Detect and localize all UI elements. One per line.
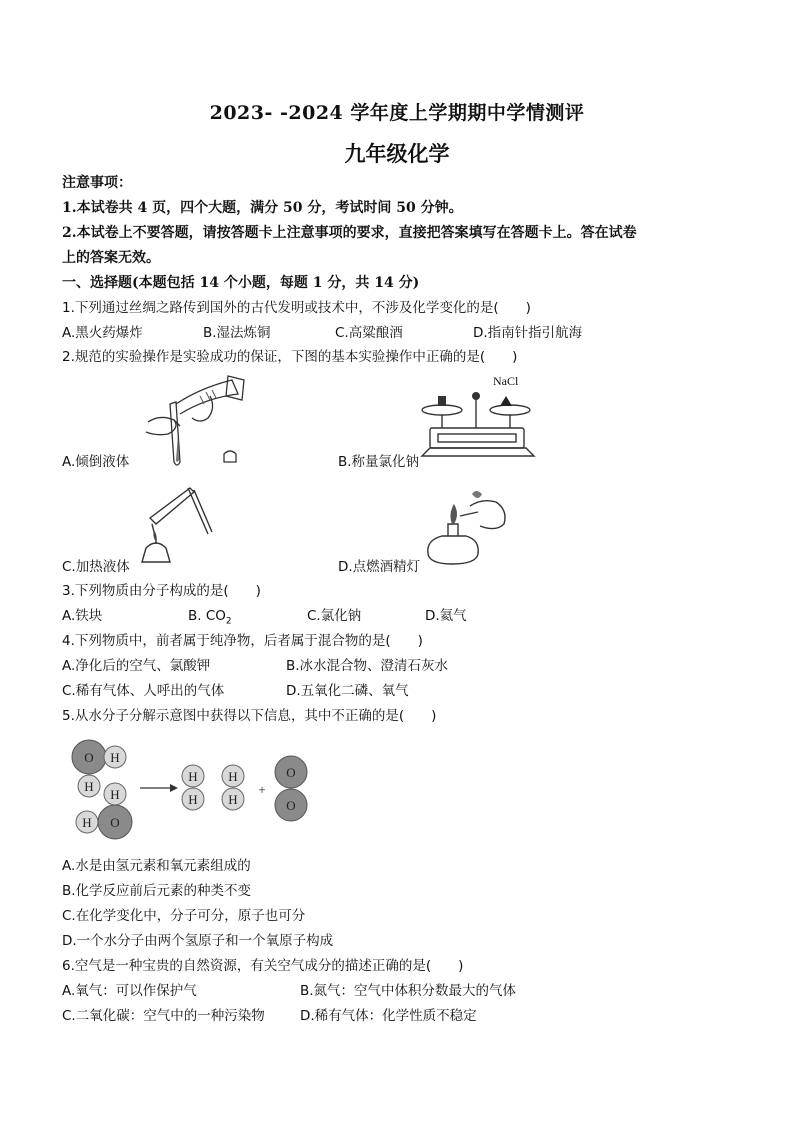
notice-heading: 注意事项：: [62, 175, 132, 191]
exam-title: 2023- -2024 学年度上学期期中学情测评: [209, 102, 585, 124]
svg-text:O: O: [110, 815, 120, 830]
question-3-option-b: [188, 607, 232, 631]
notice-item-1: 1.本试卷共 4 页，四个大题，满分 50 分，考试时间 50 分钟。: [62, 200, 463, 216]
section-1-heading: 一、选择题(本题包括 14 个小题，每题 1 分，共 14 分): [62, 275, 420, 291]
heating-liquid-illustration: [130, 478, 230, 574]
question-4-option-a: A.净化后的空气、氯酸钾: [62, 658, 211, 674]
question-4-option-d: D.五氧化二磷、氧气: [286, 683, 409, 699]
svg-text:H: H: [82, 815, 92, 830]
question-5-option-d: D.一个水分子由两个氢原子和一个氧原子构成: [62, 933, 334, 949]
nacl-label: NaCl: [493, 374, 519, 388]
svg-text:H: H: [228, 769, 238, 784]
svg-text:H: H: [188, 769, 198, 784]
water-decomposition-diagram: [62, 732, 322, 844]
question-3-option-d: D.氦气: [425, 608, 467, 624]
svg-text:H: H: [110, 750, 120, 765]
pouring-liquid-illustration: [140, 374, 250, 470]
question-5-option-a: A.水是由氢元素和氧元素组成的: [62, 858, 251, 874]
question-1-option-a: A.黑火药爆炸: [62, 325, 143, 341]
question-2-option-a: A.倾倒液体: [62, 454, 130, 470]
svg-text:H: H: [110, 787, 120, 802]
question-1-stem: 1.下列通过丝绸之路传到国外的古代发明或技术中，不涉及化学变化的是( ): [62, 300, 531, 316]
question-2-option-d: D.点燃酒精灯: [338, 559, 421, 575]
arrow-head-icon: [170, 784, 178, 792]
question-1-option-d: D.指南针指引航海: [473, 325, 583, 341]
plus-sign: +: [258, 782, 266, 797]
svg-text:O: O: [286, 798, 296, 813]
question-6-stem: 6.空气是一种宝贵的自然资源，有关空气成分的描述正确的是( ): [62, 958, 464, 974]
question-6-option-c: C.二氧化碳：空气中的一种污染物: [62, 1008, 265, 1024]
question-5-option-c: C.在化学变化中，分子可分，原子也可分: [62, 908, 306, 924]
notice-item-2-line-2: 上的答案无效。: [62, 250, 160, 266]
question-5-stem: 5.从水分子分解示意图中获得以下信息，其中不正确的是( ): [62, 708, 437, 724]
svg-text:H: H: [228, 792, 238, 807]
svg-text:H: H: [84, 779, 94, 794]
balance-scale-illustration: [418, 372, 540, 468]
svg-text:O: O: [84, 750, 94, 765]
question-1-option-b: B.湿法炼铜: [203, 325, 271, 341]
alcohol-lamp-illustration: [420, 484, 520, 572]
question-2-option-c: C.加热液体: [62, 559, 130, 575]
svg-text:H: H: [188, 792, 198, 807]
question-2-option-b: B.称量氯化钠: [338, 454, 420, 470]
question-3-stem: 3.下列物质由分子构成的是( ): [62, 583, 261, 599]
question-4-option-c: C.稀有气体、人呼出的气体: [62, 683, 225, 699]
question-5-option-b: B.化学反应前后元素的种类不变: [62, 883, 252, 899]
exam-subject: 九年级化学: [344, 141, 450, 166]
co2-subscript: 2: [225, 616, 232, 627]
notice-item-2-line-1: 2.本试卷上不要答题，请按答题卡上注意事项的要求，直接把答案填写在答题卡上。答在试卷: [62, 225, 637, 241]
question-6-option-b: B.氮气：空气中体积分数最大的气体: [300, 983, 517, 999]
question-2-stem: 2.规范的实验操作是实验成功的保证，下图的基本实验操作中正确的是( ): [62, 349, 518, 365]
question-6-option-d: D.稀有气体：化学性质不稳定: [300, 1008, 477, 1024]
question-4-stem: 4.下列物质中，前者属于纯净物，后者属于混合物的是( ): [62, 633, 423, 649]
co2-text: B. CO: [188, 608, 226, 624]
question-3-option-a: A.铁块: [62, 608, 103, 624]
question-1-option-c: C.高粱酿酒: [335, 325, 403, 341]
question-6-option-a: A.氧气：可以作保护气: [62, 983, 197, 999]
svg-text:O: O: [286, 765, 296, 780]
question-3-option-c: C.氯化钠: [307, 608, 362, 624]
question-4-option-b: B.冰水混合物、澄清石灰水: [286, 658, 449, 674]
